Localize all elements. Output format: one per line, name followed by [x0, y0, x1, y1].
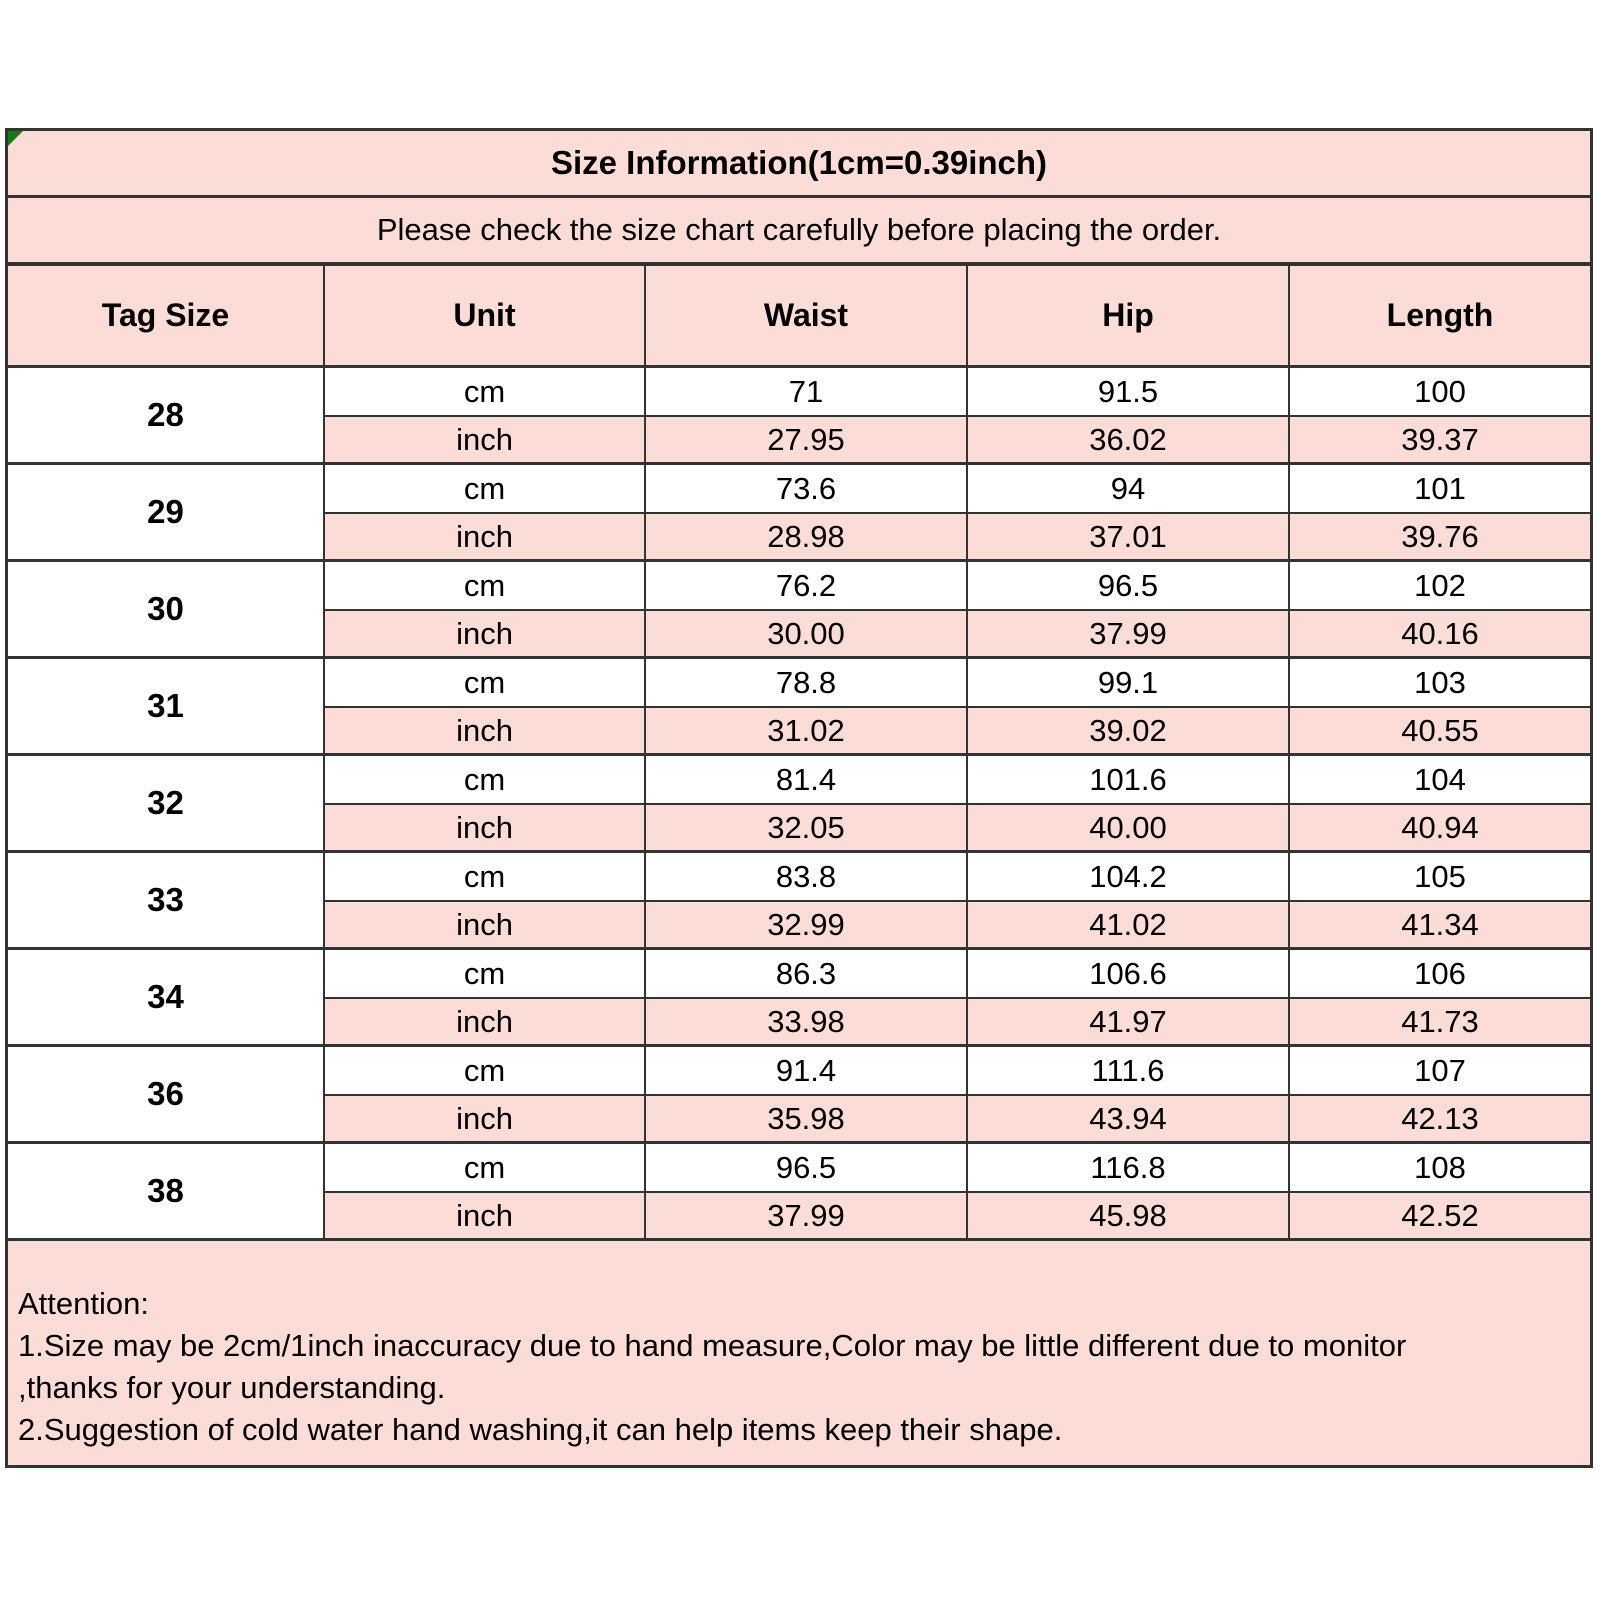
attention-heading: Attention: — [18, 1286, 149, 1321]
length-inch-value: 39.76 — [1288, 512, 1590, 559]
column-header-waist: Waist — [644, 266, 966, 365]
waist-cm-value: 91.4 — [644, 1047, 966, 1094]
length-cm-value: 100 — [1288, 368, 1590, 415]
waist-cm-value: 83.8 — [644, 853, 966, 900]
waist-cm-value: 73.6 — [644, 465, 966, 512]
table-row-size-38 — [8, 1141, 1590, 1238]
hip-inch-value: 36.02 — [966, 415, 1288, 462]
tag-size-value: 38 — [8, 1144, 323, 1238]
table-row-size-36 — [8, 1044, 1590, 1141]
length-inch-value: 42.52 — [1288, 1191, 1590, 1238]
waist-inch-value: 27.95 — [644, 415, 966, 462]
column-header-unit: Unit — [323, 266, 644, 365]
hip-cm-value: 104.2 — [966, 853, 1288, 900]
hip-cm-value: 99.1 — [966, 659, 1288, 706]
length-cm-value: 108 — [1288, 1144, 1590, 1191]
unit-cell-cm: cm — [323, 368, 644, 415]
unit-cell-inch: inch — [323, 997, 644, 1044]
length-inch-value: 40.16 — [1288, 609, 1590, 656]
page-title: Size Information(1cm=0.39inch) — [8, 131, 1590, 198]
hip-cm-value: 101.6 — [966, 756, 1288, 803]
attention-line-1: 1.Size may be 2cm/1inch inaccuracy due to hand measure,Color may be little different due to monitor — [18, 1328, 1407, 1363]
tag-size-value: 36 — [8, 1047, 323, 1141]
table-row-size-34 — [8, 947, 1590, 1044]
table-row-size-30 — [8, 559, 1590, 656]
tag-size-value: 28 — [8, 368, 323, 462]
unit-cell-inch: inch — [323, 415, 644, 462]
table-row-size-28 — [8, 368, 1590, 462]
waist-cm-value: 71 — [644, 368, 966, 415]
table-header-row — [8, 266, 1590, 368]
tag-size-value: 34 — [8, 950, 323, 1044]
unit-cell-cm: cm — [323, 1144, 644, 1191]
tag-size-value: 33 — [8, 853, 323, 947]
unit-cell-inch: inch — [323, 803, 644, 850]
table-row-size-31 — [8, 656, 1590, 753]
waist-inch-value: 30.00 — [644, 609, 966, 656]
hip-cm-value: 91.5 — [966, 368, 1288, 415]
hip-inch-value: 41.02 — [966, 900, 1288, 947]
attention-line-3: 2.Suggestion of cold water hand washing,it can help items keep their shape. — [18, 1412, 1063, 1447]
size-chart-subtitle: Please check the size chart carefully before placing the order. — [8, 198, 1590, 266]
waist-inch-value: 32.99 — [644, 900, 966, 947]
length-cm-value: 101 — [1288, 465, 1590, 512]
unit-cell-cm: cm — [323, 756, 644, 803]
waist-cm-value: 76.2 — [644, 562, 966, 609]
excel-corner-flag-icon — [8, 131, 23, 146]
hip-inch-value: 37.01 — [966, 512, 1288, 559]
waist-cm-value: 81.4 — [644, 756, 966, 803]
waist-cm-value: 96.5 — [644, 1144, 966, 1191]
waist-inch-value: 32.05 — [644, 803, 966, 850]
length-inch-value: 41.73 — [1288, 997, 1590, 1044]
attention-note — [8, 1238, 1590, 1465]
unit-cell-cm: cm — [323, 950, 644, 997]
tag-size-value: 29 — [8, 465, 323, 559]
hip-cm-value: 96.5 — [966, 562, 1288, 609]
unit-cell-inch: inch — [323, 1191, 644, 1238]
unit-cell-inch: inch — [323, 1094, 644, 1141]
length-cm-value: 104 — [1288, 756, 1590, 803]
hip-inch-value: 41.97 — [966, 997, 1288, 1044]
hip-cm-value: 94 — [966, 465, 1288, 512]
waist-inch-value: 33.98 — [644, 997, 966, 1044]
hip-cm-value: 106.6 — [966, 950, 1288, 997]
column-header-tag-size: Tag Size — [101, 297, 230, 333]
unit-cell-cm: cm — [323, 562, 644, 609]
length-inch-value: 39.37 — [1288, 415, 1590, 462]
hip-inch-value: 40.00 — [966, 803, 1288, 850]
hip-inch-value: 45.98 — [966, 1191, 1288, 1238]
table-row-size-29 — [8, 462, 1590, 559]
waist-cm-value: 78.8 — [644, 659, 966, 706]
waist-inch-value: 35.98 — [644, 1094, 966, 1141]
tag-size-value: 31 — [8, 659, 323, 753]
attention-line-2: ,thanks for your understanding. — [18, 1370, 446, 1405]
unit-cell-cm: cm — [323, 659, 644, 706]
tag-size-value: 32 — [8, 756, 323, 850]
unit-cell-inch: inch — [323, 900, 644, 947]
unit-cell-inch: inch — [323, 609, 644, 656]
length-cm-value: 106 — [1288, 950, 1590, 997]
table-row-size-33 — [8, 850, 1590, 947]
length-cm-value: 102 — [1288, 562, 1590, 609]
length-cm-value: 103 — [1288, 659, 1590, 706]
unit-cell-inch: inch — [323, 512, 644, 559]
waist-inch-value: 28.98 — [644, 512, 966, 559]
hip-inch-value: 43.94 — [966, 1094, 1288, 1141]
length-cm-value: 107 — [1288, 1047, 1590, 1094]
unit-cell-cm: cm — [323, 853, 644, 900]
table-row-size-32 — [8, 753, 1590, 850]
hip-inch-value: 37.99 — [966, 609, 1288, 656]
column-header-length: Length — [1288, 266, 1590, 365]
hip-cm-value: 111.6 — [966, 1047, 1288, 1094]
length-inch-value: 40.55 — [1288, 706, 1590, 753]
waist-inch-value: 31.02 — [644, 706, 966, 753]
length-inch-value: 42.13 — [1288, 1094, 1590, 1141]
length-inch-value: 41.34 — [1288, 900, 1590, 947]
waist-cm-value: 86.3 — [644, 950, 966, 997]
column-header-hip: Hip — [966, 266, 1288, 365]
unit-cell-cm: cm — [323, 465, 644, 512]
hip-cm-value: 116.8 — [966, 1144, 1288, 1191]
hip-inch-value: 39.02 — [966, 706, 1288, 753]
length-cm-value: 105 — [1288, 853, 1590, 900]
length-inch-value: 40.94 — [1288, 803, 1590, 850]
unit-cell-cm: cm — [323, 1047, 644, 1094]
size-chart-sheet — [5, 128, 1593, 1468]
waist-inch-value: 37.99 — [644, 1191, 966, 1238]
unit-cell-inch: inch — [323, 706, 644, 753]
tag-size-value: 30 — [8, 562, 323, 656]
